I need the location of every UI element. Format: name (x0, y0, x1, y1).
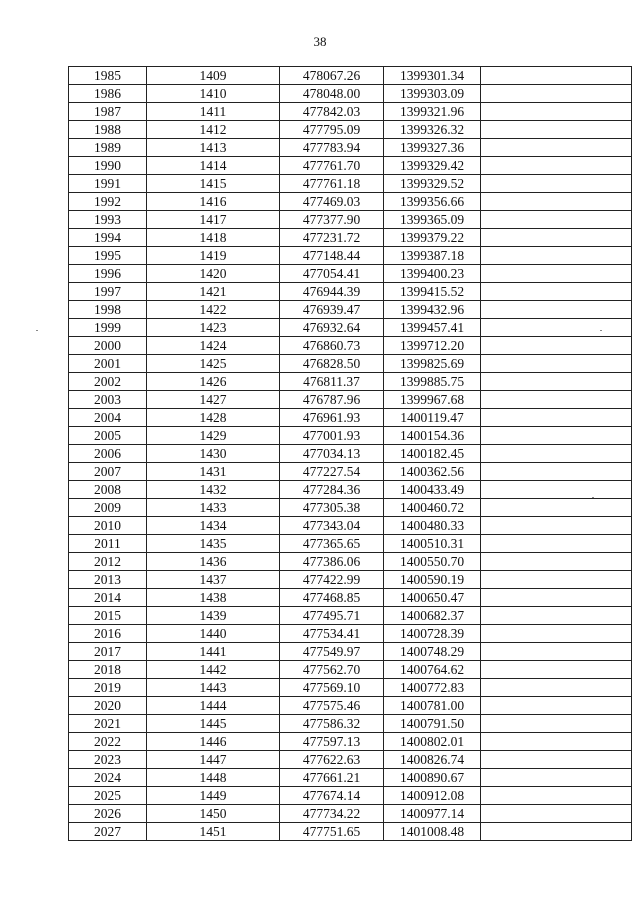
table-row (69, 193, 632, 211)
y-coordinate-cell: 1399885.75 (384, 373, 481, 391)
blank-cell (481, 391, 632, 409)
y-coordinate-cell: 1400460.72 (384, 499, 481, 517)
table-row (69, 139, 632, 157)
blank-cell (481, 427, 632, 445)
x-coordinate-cell: 477227.54 (280, 463, 384, 481)
y-coordinate-cell: 1400682.37 (384, 607, 481, 625)
y-coordinate-cell: 1400890.67 (384, 769, 481, 787)
blank-cell (481, 211, 632, 229)
table-row (69, 121, 632, 139)
y-coordinate-cell: 1400550.70 (384, 553, 481, 571)
x-coordinate-cell: 477842.03 (280, 103, 384, 121)
blank-cell (481, 607, 632, 625)
y-coordinate-cell: 1399321.96 (384, 103, 481, 121)
table-row (69, 445, 632, 463)
x-coordinate-cell: 477305.38 (280, 499, 384, 517)
segment-number-cell: 1423 (147, 319, 280, 337)
table-row (69, 679, 632, 697)
blank-cell (481, 697, 632, 715)
table-row (69, 355, 632, 373)
blank-cell (481, 805, 632, 823)
x-coordinate-cell: 477001.93 (280, 427, 384, 445)
point-number-cell: 1985 (69, 67, 147, 85)
point-number-cell: 1993 (69, 211, 147, 229)
y-coordinate-cell: 1400772.83 (384, 679, 481, 697)
y-coordinate-cell: 1399327.36 (384, 139, 481, 157)
point-number-cell: 2010 (69, 517, 147, 535)
y-coordinate-cell: 1400802.01 (384, 733, 481, 751)
segment-number-cell: 1412 (147, 121, 280, 139)
segment-number-cell: 1416 (147, 193, 280, 211)
table-row (69, 733, 632, 751)
point-number-cell: 2024 (69, 769, 147, 787)
x-coordinate-cell: 476932.64 (280, 319, 384, 337)
y-coordinate-cell: 1400826.74 (384, 751, 481, 769)
segment-number-cell: 1442 (147, 661, 280, 679)
x-coordinate-cell: 477377.90 (280, 211, 384, 229)
y-coordinate-cell: 1400362.56 (384, 463, 481, 481)
x-coordinate-cell: 477761.70 (280, 157, 384, 175)
table-row (69, 571, 632, 589)
table-row (69, 247, 632, 265)
table-row (69, 283, 632, 301)
blank-cell (481, 355, 632, 373)
y-coordinate-cell: 1399825.69 (384, 355, 481, 373)
point-number-cell: 2003 (69, 391, 147, 409)
segment-number-cell: 1417 (147, 211, 280, 229)
x-coordinate-cell: 477343.04 (280, 517, 384, 535)
point-number-cell: 2016 (69, 625, 147, 643)
blank-cell (481, 103, 632, 121)
segment-number-cell: 1429 (147, 427, 280, 445)
y-coordinate-cell: 1399432.96 (384, 301, 481, 319)
segment-number-cell: 1435 (147, 535, 280, 553)
point-number-cell: 2012 (69, 553, 147, 571)
segment-number-cell: 1420 (147, 265, 280, 283)
x-coordinate-cell: 476860.73 (280, 337, 384, 355)
segment-number-cell: 1413 (147, 139, 280, 157)
blank-cell (481, 715, 632, 733)
point-number-cell: 1990 (69, 157, 147, 175)
x-coordinate-cell: 477783.94 (280, 139, 384, 157)
blank-cell (481, 193, 632, 211)
table-row (69, 553, 632, 571)
y-coordinate-cell: 1399326.32 (384, 121, 481, 139)
x-coordinate-cell: 477365.65 (280, 535, 384, 553)
y-coordinate-cell: 1400764.62 (384, 661, 481, 679)
y-coordinate-cell: 1399329.42 (384, 157, 481, 175)
table-row (69, 229, 632, 247)
blank-cell (481, 643, 632, 661)
blank-cell (481, 481, 632, 499)
y-coordinate-cell: 1400154.36 (384, 427, 481, 445)
point-number-cell: 1997 (69, 283, 147, 301)
point-number-cell: 2014 (69, 589, 147, 607)
point-number-cell: 2015 (69, 607, 147, 625)
segment-number-cell: 1449 (147, 787, 280, 805)
table-row (69, 643, 632, 661)
segment-number-cell: 1443 (147, 679, 280, 697)
y-coordinate-cell: 1401008.48 (384, 823, 481, 841)
segment-number-cell: 1447 (147, 751, 280, 769)
blank-cell (481, 139, 632, 157)
segment-number-cell: 1431 (147, 463, 280, 481)
x-coordinate-cell: 477586.32 (280, 715, 384, 733)
table-row (69, 67, 632, 85)
blank-cell (481, 499, 632, 517)
blank-cell (481, 733, 632, 751)
x-coordinate-cell: 477622.63 (280, 751, 384, 769)
y-coordinate-cell: 1399387.18 (384, 247, 481, 265)
y-coordinate-cell: 1400791.50 (384, 715, 481, 733)
blank-cell (481, 121, 632, 139)
y-coordinate-cell: 1399712.20 (384, 337, 481, 355)
table-row (69, 175, 632, 193)
segment-number-cell: 1418 (147, 229, 280, 247)
x-coordinate-cell: 477231.72 (280, 229, 384, 247)
segment-number-cell: 1444 (147, 697, 280, 715)
blank-cell (481, 787, 632, 805)
point-number-cell: 2017 (69, 643, 147, 661)
y-coordinate-cell: 1400912.08 (384, 787, 481, 805)
blank-cell (481, 661, 632, 679)
point-number-cell: 1995 (69, 247, 147, 265)
blank-cell (481, 409, 632, 427)
table-row (69, 319, 632, 337)
segment-number-cell: 1424 (147, 337, 280, 355)
point-number-cell: 2022 (69, 733, 147, 751)
segment-number-cell: 1440 (147, 625, 280, 643)
point-number-cell: 1989 (69, 139, 147, 157)
table-row (69, 769, 632, 787)
table-row (69, 607, 632, 625)
blank-cell (481, 751, 632, 769)
blank-cell (481, 679, 632, 697)
y-coordinate-cell: 1400119.47 (384, 409, 481, 427)
table-row (69, 265, 632, 283)
table-row (69, 157, 632, 175)
point-number-cell: 1996 (69, 265, 147, 283)
point-number-cell: 1992 (69, 193, 147, 211)
table-row (69, 337, 632, 355)
table-row (69, 373, 632, 391)
y-coordinate-cell: 1399415.52 (384, 283, 481, 301)
x-coordinate-cell: 476961.93 (280, 409, 384, 427)
segment-number-cell: 1432 (147, 481, 280, 499)
point-number-cell: 2026 (69, 805, 147, 823)
blank-cell (481, 265, 632, 283)
point-number-cell: 2002 (69, 373, 147, 391)
segment-number-cell: 1411 (147, 103, 280, 121)
blank-cell (481, 463, 632, 481)
scan-speck (36, 330, 38, 331)
y-coordinate-cell: 1399301.34 (384, 67, 481, 85)
segment-number-cell: 1451 (147, 823, 280, 841)
segment-number-cell: 1448 (147, 769, 280, 787)
table-row (69, 463, 632, 481)
coordinates-table (68, 66, 632, 841)
y-coordinate-cell: 1400781.00 (384, 697, 481, 715)
point-number-cell: 2013 (69, 571, 147, 589)
point-number-cell: 2008 (69, 481, 147, 499)
table-row (69, 589, 632, 607)
x-coordinate-cell: 477597.13 (280, 733, 384, 751)
x-coordinate-cell: 477534.41 (280, 625, 384, 643)
y-coordinate-cell: 1400510.31 (384, 535, 481, 553)
y-coordinate-cell: 1399303.09 (384, 85, 481, 103)
x-coordinate-cell: 476944.39 (280, 283, 384, 301)
point-number-cell: 2005 (69, 427, 147, 445)
y-coordinate-cell: 1399356.66 (384, 193, 481, 211)
x-coordinate-cell: 477386.06 (280, 553, 384, 571)
point-number-cell: 1999 (69, 319, 147, 337)
x-coordinate-cell: 477761.18 (280, 175, 384, 193)
point-number-cell: 2011 (69, 535, 147, 553)
point-number-cell: 2020 (69, 697, 147, 715)
table-row (69, 535, 632, 553)
blank-cell (481, 445, 632, 463)
blank-cell (481, 247, 632, 265)
segment-number-cell: 1426 (147, 373, 280, 391)
table-row (69, 715, 632, 733)
x-coordinate-cell: 477469.03 (280, 193, 384, 211)
y-coordinate-cell: 1400590.19 (384, 571, 481, 589)
point-number-cell: 1991 (69, 175, 147, 193)
segment-number-cell: 1434 (147, 517, 280, 535)
x-coordinate-cell: 477674.14 (280, 787, 384, 805)
table-row (69, 211, 632, 229)
blank-cell (481, 85, 632, 103)
table-row (69, 625, 632, 643)
table-row (69, 823, 632, 841)
segment-number-cell: 1422 (147, 301, 280, 319)
blank-cell (481, 283, 632, 301)
x-coordinate-cell: 476828.50 (280, 355, 384, 373)
x-coordinate-cell: 478067.26 (280, 67, 384, 85)
x-coordinate-cell: 477054.41 (280, 265, 384, 283)
point-number-cell: 2025 (69, 787, 147, 805)
point-number-cell: 2027 (69, 823, 147, 841)
point-number-cell: 1988 (69, 121, 147, 139)
blank-cell (481, 535, 632, 553)
point-number-cell: 2018 (69, 661, 147, 679)
point-number-cell: 2007 (69, 463, 147, 481)
blank-cell (481, 229, 632, 247)
table-row (69, 517, 632, 535)
y-coordinate-cell: 1400433.49 (384, 481, 481, 499)
blank-cell (481, 517, 632, 535)
table-row (69, 787, 632, 805)
blank-cell (481, 157, 632, 175)
x-coordinate-cell: 477575.46 (280, 697, 384, 715)
segment-number-cell: 1415 (147, 175, 280, 193)
blank-cell (481, 175, 632, 193)
x-coordinate-cell: 477148.44 (280, 247, 384, 265)
blank-cell (481, 571, 632, 589)
point-number-cell: 2006 (69, 445, 147, 463)
table-row (69, 805, 632, 823)
x-coordinate-cell: 477422.99 (280, 571, 384, 589)
point-number-cell: 2021 (69, 715, 147, 733)
segment-number-cell: 1409 (147, 67, 280, 85)
coordinates-table-body (69, 67, 632, 841)
y-coordinate-cell: 1399329.52 (384, 175, 481, 193)
segment-number-cell: 1433 (147, 499, 280, 517)
y-coordinate-cell: 1399379.22 (384, 229, 481, 247)
x-coordinate-cell: 477495.71 (280, 607, 384, 625)
segment-number-cell: 1419 (147, 247, 280, 265)
x-coordinate-cell: 477751.65 (280, 823, 384, 841)
segment-number-cell: 1414 (147, 157, 280, 175)
blank-cell (481, 373, 632, 391)
y-coordinate-cell: 1400650.47 (384, 589, 481, 607)
page-number: 38 (313, 34, 327, 49)
blank-cell (481, 589, 632, 607)
table-row (69, 391, 632, 409)
x-coordinate-cell: 477569.10 (280, 679, 384, 697)
point-number-cell: 2023 (69, 751, 147, 769)
segment-number-cell: 1430 (147, 445, 280, 463)
x-coordinate-cell: 477562.70 (280, 661, 384, 679)
segment-number-cell: 1425 (147, 355, 280, 373)
y-coordinate-cell: 1399365.09 (384, 211, 481, 229)
point-number-cell: 1994 (69, 229, 147, 247)
y-coordinate-cell: 1400182.45 (384, 445, 481, 463)
x-coordinate-cell: 477284.36 (280, 481, 384, 499)
y-coordinate-cell: 1399967.68 (384, 391, 481, 409)
segment-number-cell: 1450 (147, 805, 280, 823)
table-row (69, 499, 632, 517)
x-coordinate-cell: 477734.22 (280, 805, 384, 823)
table-row (69, 409, 632, 427)
blank-cell (481, 823, 632, 841)
point-number-cell: 1987 (69, 103, 147, 121)
x-coordinate-cell: 477795.09 (280, 121, 384, 139)
y-coordinate-cell: 1400977.14 (384, 805, 481, 823)
point-number-cell: 1986 (69, 85, 147, 103)
y-coordinate-cell: 1399457.41 (384, 319, 481, 337)
blank-cell (481, 67, 632, 85)
blank-cell (481, 337, 632, 355)
blank-cell (481, 553, 632, 571)
point-number-cell: 1998 (69, 301, 147, 319)
scan-speck (600, 330, 602, 331)
segment-number-cell: 1436 (147, 553, 280, 571)
y-coordinate-cell: 1399400.23 (384, 265, 481, 283)
point-number-cell: 2009 (69, 499, 147, 517)
segment-number-cell: 1445 (147, 715, 280, 733)
blank-cell (481, 625, 632, 643)
x-coordinate-cell: 477034.13 (280, 445, 384, 463)
x-coordinate-cell: 476811.37 (280, 373, 384, 391)
segment-number-cell: 1439 (147, 607, 280, 625)
table-row (69, 85, 632, 103)
point-number-cell: 2019 (69, 679, 147, 697)
blank-cell (481, 769, 632, 787)
segment-number-cell: 1441 (147, 643, 280, 661)
x-coordinate-cell: 478048.00 (280, 85, 384, 103)
point-number-cell: 2001 (69, 355, 147, 373)
x-coordinate-cell: 477661.21 (280, 769, 384, 787)
y-coordinate-cell: 1400748.29 (384, 643, 481, 661)
table-row (69, 481, 632, 499)
table-row (69, 301, 632, 319)
blank-cell (481, 301, 632, 319)
table-row (69, 661, 632, 679)
x-coordinate-cell: 477468.85 (280, 589, 384, 607)
segment-number-cell: 1428 (147, 409, 280, 427)
table-row (69, 697, 632, 715)
table-row (69, 427, 632, 445)
table-row (69, 103, 632, 121)
x-coordinate-cell: 477549.97 (280, 643, 384, 661)
y-coordinate-cell: 1400480.33 (384, 517, 481, 535)
x-coordinate-cell: 476787.96 (280, 391, 384, 409)
y-coordinate-cell: 1400728.39 (384, 625, 481, 643)
scan-speck (592, 497, 594, 498)
segment-number-cell: 1438 (147, 589, 280, 607)
point-number-cell: 2000 (69, 337, 147, 355)
x-coordinate-cell: 476939.47 (280, 301, 384, 319)
segment-number-cell: 1427 (147, 391, 280, 409)
segment-number-cell: 1421 (147, 283, 280, 301)
table-row (69, 751, 632, 769)
segment-number-cell: 1446 (147, 733, 280, 751)
point-number-cell: 2004 (69, 409, 147, 427)
segment-number-cell: 1410 (147, 85, 280, 103)
segment-number-cell: 1437 (147, 571, 280, 589)
blank-cell (481, 319, 632, 337)
